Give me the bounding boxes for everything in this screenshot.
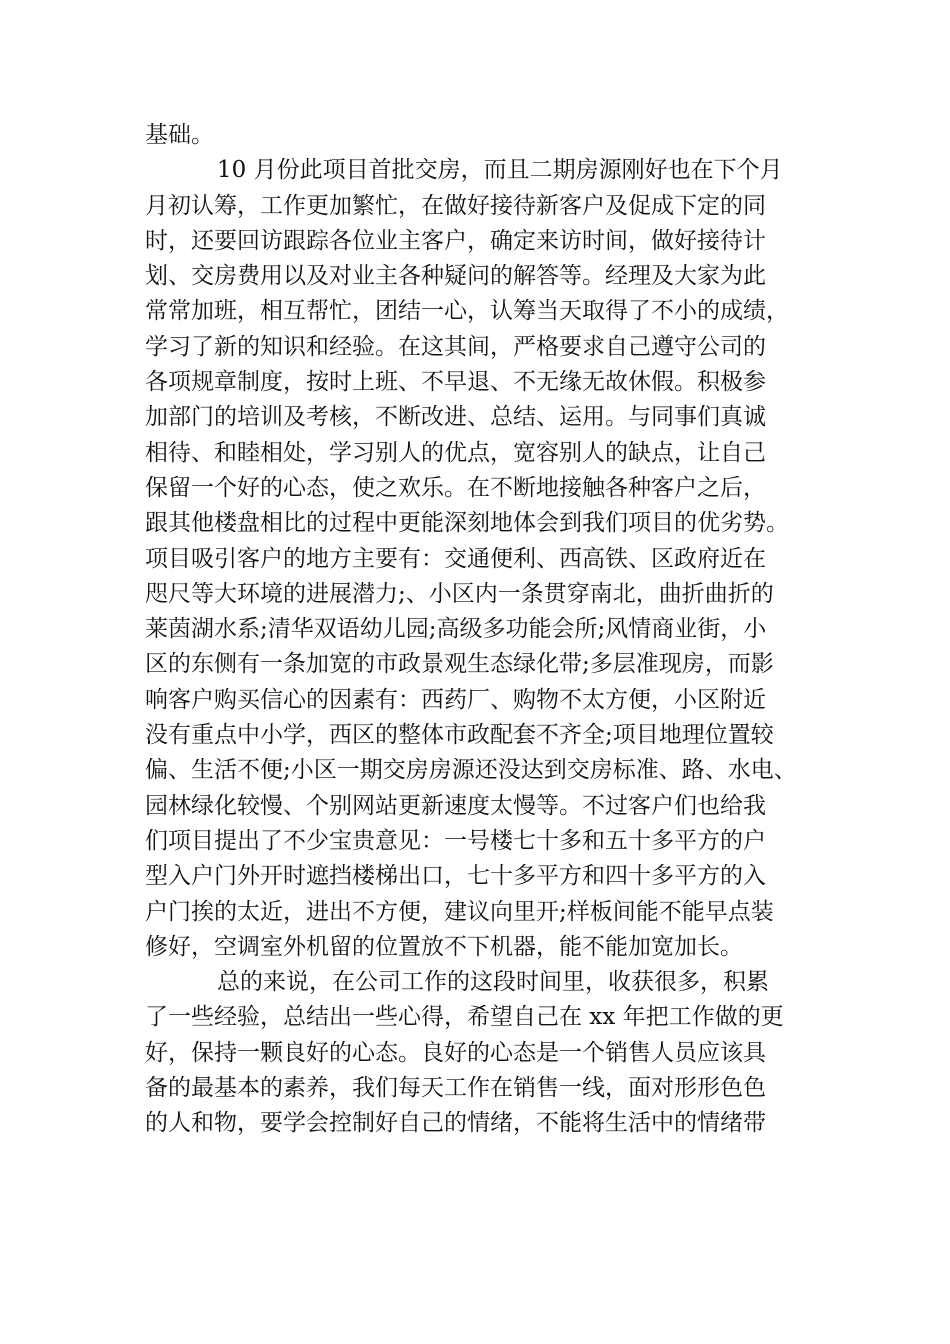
- text-line: 好，保持一颗良好的心态。良好的心态是一个销售人员应该具: [145, 1039, 766, 1066]
- text-line: 了一些经验，总结出一些心得，希望自己在 xx 年把工作做的更: [145, 1004, 784, 1031]
- text-line: 型入户门外开时遮挡楼梯出口，七十多平方和四十多平方的入: [145, 863, 766, 890]
- paragraph-first-line: 总的来说，在公司工作的这段时间里，收获很多，积累: [217, 969, 769, 996]
- text-line: 保留一个好的心态，使之欢乐。在不断地接触各种客户之后，: [145, 474, 766, 501]
- text-line: 月初认筹，工作更加繁忙，在做好接待新客户及促成下定的同: [145, 192, 766, 219]
- text-line: 基础。: [145, 122, 214, 148]
- text-line: 咫尺等大环境的进展潜力;、小区内一条贯穿南北，曲折曲折的: [145, 580, 774, 607]
- text-line: 园林绿化较慢、个别网站更新速度太慢等。不过客户们也给我: [145, 792, 766, 819]
- text-line: 项目吸引客户的地方主要有：交通便利、西高铁、区政府近在: [145, 545, 766, 572]
- text-line: 偏、生活不便;小区一期交房房源还没达到交房标准、路、水电、: [145, 757, 797, 784]
- text-line: 的人和物，要学会控制好自己的情绪，不能将生活中的情绪带: [145, 1110, 766, 1137]
- text-line: 莱茵湖水系;清华双语幼儿园;高级多功能会所;风情商业街，小: [145, 616, 767, 643]
- text-line: 各项规章制度，按时上班、不早退、不无缘无故休假。积极参: [145, 369, 766, 396]
- text-line: 划、交房费用以及对业主各种疑问的解答等。经理及大家为此: [145, 263, 766, 290]
- text-line: 们项目提出了不少宝贵意见：一号楼七十多和五十多平方的户: [145, 827, 766, 854]
- text-line: 修好，空调室外机留的位置放不下机器，能不能加宽加长。: [145, 933, 743, 960]
- text-line: 时，还要回访跟踪各位业主客户，确定来访时间，做好接待计: [145, 227, 766, 254]
- text-line: 户门挨的太近，进出不方便，建议向里开;样板间能不能早点装: [145, 898, 774, 925]
- text-line: 常常加班，相互帮忙，团结一心，认筹当天取得了不小的成绩，: [145, 298, 789, 325]
- text-line: 没有重点中小学，西区的整体市政配套不齐全;项目地理位置较: [145, 722, 774, 749]
- text-line: 学习了新的知识和经验。在这其间，严格要求自己遵守公司的: [145, 333, 766, 360]
- text-line: 备的最基本的素养，我们每天工作在销售一线，面对形形色色: [145, 1075, 766, 1102]
- text-line: 响客户购买信心的因素有：西药厂、购物不太方便，小区附近: [145, 686, 766, 713]
- text-line: 跟其他楼盘相比的过程中更能深刻地体会到我们项目的优劣势。: [145, 510, 789, 537]
- document-body: [145, 118, 825, 1142]
- paragraph-first-line: 10 月份此项目首批交房，而且二期房源刚好也在下个月: [217, 157, 783, 184]
- text-line: 区的东侧有一条加宽的市政景观生态绿化带;多层准现房，而影: [145, 651, 774, 678]
- text-line: 相待、和睦相处，学习别人的优点，宽容别人的缺点，让自己: [145, 439, 766, 466]
- text-line: 加部门的培训及考核，不断改进、总结、运用。与同事们真诚: [145, 404, 766, 431]
